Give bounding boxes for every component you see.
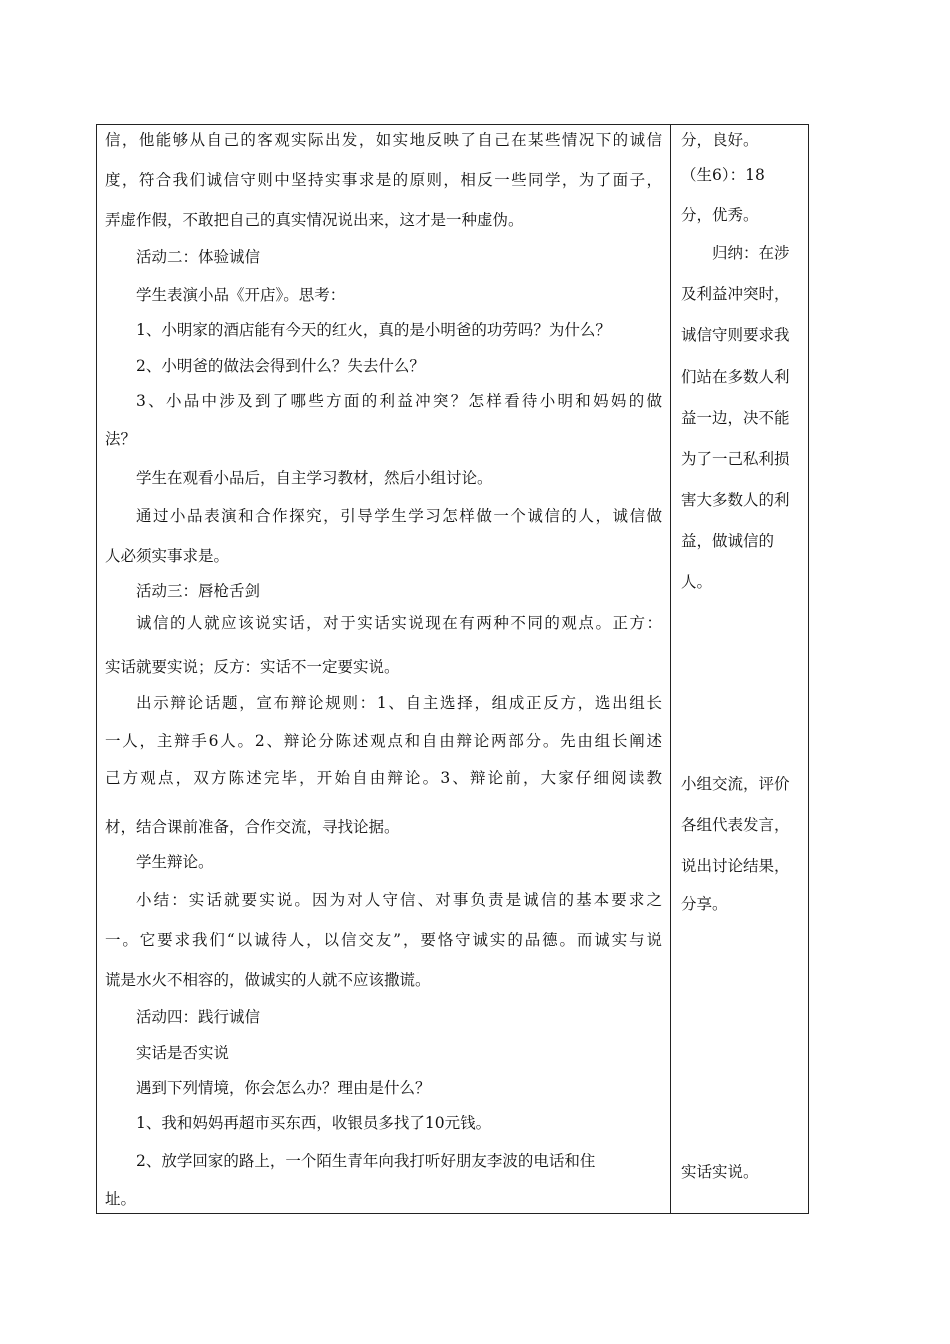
text-line: 实话就要实说；反方：实话不一定要实说。 bbox=[105, 658, 400, 676]
text-line: 一。它要求我们“以诚待人，以信交友”，要恪守诚实的品德。而诚实与说 bbox=[105, 931, 662, 949]
note-line: 归纳：在涉 bbox=[712, 244, 790, 262]
text-line: 实话是否实说 bbox=[136, 1044, 230, 1062]
note-line: 小组交流，评价 bbox=[681, 775, 790, 793]
scenario-line: 2、放学回家的路上，一个陌生青年向我打听好朋友李波的电话和住 bbox=[136, 1152, 596, 1170]
note-line: （生6）：18 bbox=[681, 166, 765, 184]
activity-heading: 活动四：践行诚信 bbox=[136, 1008, 261, 1026]
note-line: 益一边，决不能 bbox=[681, 409, 790, 427]
note-line: 实话实说。 bbox=[681, 1163, 759, 1181]
text-line: 材，结合课前准备，合作交流，寻找论据。 bbox=[105, 818, 400, 836]
text-line: 出示辩论话题，宣布辩论规则：1、自主选择，组成正反方，选出组长 bbox=[136, 694, 662, 712]
note-line: 及利益冲突时， bbox=[681, 285, 790, 303]
text-line: 法？ bbox=[105, 430, 137, 448]
note-line: 分，优秀。 bbox=[681, 206, 759, 224]
text-line: 谎是水火不相容的，做诚实的人就不应该撒谎。 bbox=[105, 971, 431, 989]
text-line: 一人，主辩手6人。2、辩论分陈述观点和自由辩论两部分。先由组长阐述 bbox=[105, 732, 662, 750]
text-line: 遇到下列情境，你会怎么办？理由是什么？ bbox=[136, 1079, 431, 1097]
text-line: 弄虚作假，不敢把自己的真实情况说出来，这才是一种虚伪。 bbox=[105, 211, 524, 229]
text-line: 己方观点，双方陈述完毕，开始自由辩论。3、辩论前，大家仔细阅读教 bbox=[105, 769, 662, 787]
text-line: 信，他能够从自己的客观实际出发，如实地反映了自己在某些情况下的诚信 bbox=[105, 131, 662, 149]
text-line: 诚信的人就应该说实话，对于实话实说现在有两种不同的观点。正方： bbox=[136, 614, 662, 632]
question-line: 1、小明家的酒店能有今天的红火，真的是小明爸的功劳吗？为什么？ bbox=[136, 321, 611, 339]
activity-heading: 活动三：唇枪舌剑 bbox=[136, 582, 261, 600]
text-line: 人必须实事求是。 bbox=[105, 547, 230, 565]
text-line: 学生在观看小品后，自主学习教材，然后小组讨论。 bbox=[136, 469, 493, 487]
note-line: 分，良好。 bbox=[681, 131, 759, 149]
note-line: 益，做诚信的 bbox=[681, 532, 775, 550]
lesson-table bbox=[96, 124, 809, 1214]
note-line: 诚信守则要求我 bbox=[681, 326, 790, 344]
text-line: 度，符合我们诚信守则中坚持实事求是的原则，相反一些同学，为了面子， bbox=[105, 171, 662, 189]
text-line: 小结：实话就要实说。因为对人守信、对事负责是诚信的基本要求之 bbox=[136, 891, 662, 909]
note-line: 害大多数人的利 bbox=[681, 491, 790, 509]
text-line: 址。 bbox=[105, 1190, 137, 1208]
text-line: 学生辩论。 bbox=[136, 853, 214, 871]
note-line: 分享。 bbox=[681, 895, 728, 913]
text-line: 通过小品表演和合作探究，引导学生学习怎样做一个诚信的人，诚信做 bbox=[136, 507, 662, 525]
note-line: 各组代表发言， bbox=[681, 816, 790, 834]
activity-heading: 活动二：体验诚信 bbox=[136, 248, 261, 266]
text-line: 学生表演小品《开店》。思考： bbox=[136, 286, 346, 304]
question-line: 2、小明爸的做法会得到什么？失去什么？ bbox=[136, 357, 425, 375]
note-line: 为了一己私利损 bbox=[681, 450, 790, 468]
note-line: 说出讨论结果， bbox=[681, 857, 790, 875]
note-line: 人。 bbox=[681, 573, 713, 591]
scenario-line: 1、我和妈妈再超市买东西，收银员多找了10元钱。 bbox=[136, 1114, 492, 1132]
question-line: 3、小品中涉及到了哪些方面的利益冲突？怎样看待小明和妈妈的做 bbox=[136, 392, 662, 410]
note-line: 们站在多数人利 bbox=[681, 368, 790, 386]
